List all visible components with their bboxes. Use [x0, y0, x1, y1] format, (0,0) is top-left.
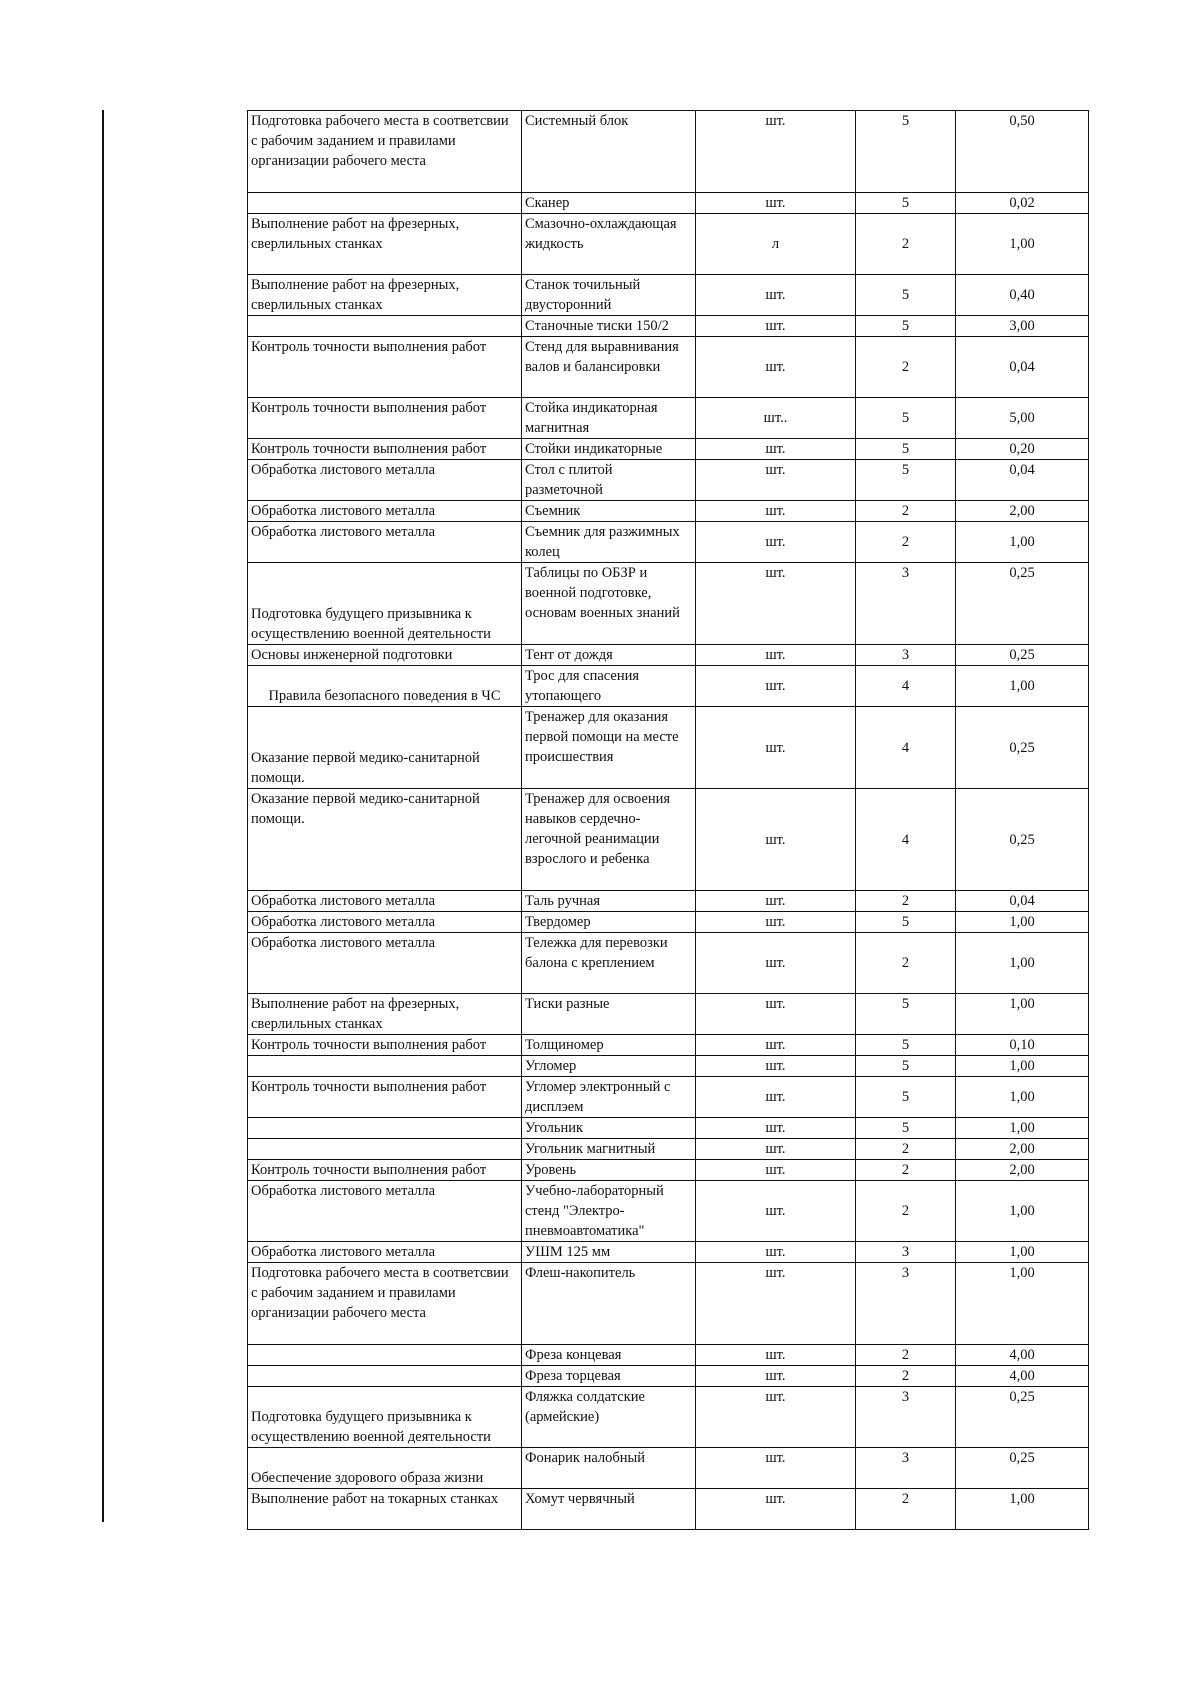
activity-cell: Выполнение работ на фрезерных, сверлильных станках — [248, 214, 522, 275]
norm-cell: 1,00 — [956, 214, 1089, 275]
quantity-cell: 5 — [856, 439, 956, 460]
quantity-cell: 5 — [856, 1118, 956, 1139]
activity-cell: Обработка листового металла — [248, 1242, 522, 1263]
activity-cell: Выполнение работ на токарных станках — [248, 1489, 522, 1530]
activity-cell: Правила безопасного поведения в ЧС — [248, 666, 522, 707]
norm-cell: 5,00 — [956, 398, 1089, 439]
norm-cell: 0,20 — [956, 439, 1089, 460]
unit-cell: шт. — [696, 994, 856, 1035]
table-row — [248, 891, 1089, 912]
unit-cell: шт. — [696, 1366, 856, 1387]
item-name-cell: Таблицы по ОБЗР и военной подготовке, основам военных знаний — [522, 563, 696, 645]
table-row — [248, 1263, 1089, 1345]
norm-cell: 3,00 — [956, 316, 1089, 337]
item-name-cell: Системный блок — [522, 111, 696, 193]
norm-cell: 0,25 — [956, 563, 1089, 645]
table-row — [248, 1387, 1089, 1448]
activity-cell: Контроль точности выполнения работ — [248, 398, 522, 439]
table-row — [248, 439, 1089, 460]
norm-cell: 4,00 — [956, 1366, 1089, 1387]
quantity-cell: 2 — [856, 1345, 956, 1366]
quantity-cell: 3 — [856, 1242, 956, 1263]
activity-cell: Контроль точности выполнения работ — [248, 1035, 522, 1056]
unit-cell: шт. — [696, 1242, 856, 1263]
item-name-cell: Таль ручная — [522, 891, 696, 912]
norm-cell: 1,00 — [956, 1181, 1089, 1242]
table-row — [248, 1118, 1089, 1139]
item-name-cell: Станок точильный двусторонний — [522, 275, 696, 316]
activity-cell: Обработка листового металла — [248, 933, 522, 994]
norm-cell: 1,00 — [956, 1077, 1089, 1118]
norm-cell: 1,00 — [956, 1489, 1089, 1530]
activity-cell: Обработка листового металла — [248, 501, 522, 522]
norm-cell: 0,04 — [956, 891, 1089, 912]
norm-cell: 1,00 — [956, 666, 1089, 707]
item-name-cell: Тележка для перевозки балона с креплением — [522, 933, 696, 994]
unit-cell: шт. — [696, 1345, 856, 1366]
quantity-cell: 3 — [856, 1263, 956, 1345]
table-row — [248, 645, 1089, 666]
item-name-cell: Фреза концевая — [522, 1345, 696, 1366]
quantity-cell: 5 — [856, 275, 956, 316]
unit-cell: шт. — [696, 707, 856, 789]
unit-cell: шт. — [696, 193, 856, 214]
unit-cell: шт. — [696, 111, 856, 193]
item-name-cell: Хомут червячный — [522, 1489, 696, 1530]
norm-cell: 0,25 — [956, 645, 1089, 666]
unit-cell: шт.. — [696, 398, 856, 439]
norm-cell: 1,00 — [956, 1263, 1089, 1345]
unit-cell: шт. — [696, 666, 856, 707]
quantity-cell: 5 — [856, 1035, 956, 1056]
norm-cell: 1,00 — [956, 522, 1089, 563]
quantity-cell: 2 — [856, 337, 956, 398]
activity-cell: Обеспечение здорового образа жизни — [248, 1448, 522, 1489]
quantity-cell: 2 — [856, 214, 956, 275]
quantity-cell: 4 — [856, 707, 956, 789]
table-row — [248, 275, 1089, 316]
item-name-cell: Угломер — [522, 1056, 696, 1077]
item-name-cell: Флеш-накопитель — [522, 1263, 696, 1345]
activity-cell: Контроль точности выполнения работ — [248, 337, 522, 398]
activity-cell: Основы инженерной подготовки — [248, 645, 522, 666]
activity-cell: Выполнение работ на фрезерных, сверлильных станках — [248, 275, 522, 316]
equipment-table — [247, 110, 1089, 1530]
quantity-cell: 3 — [856, 1387, 956, 1448]
item-name-cell: Толщиномер — [522, 1035, 696, 1056]
unit-cell: шт. — [696, 1489, 856, 1530]
item-name-cell: Тренажер для освоения навыков сердечно-легочной реанимации взрослого и ребенка — [522, 789, 696, 891]
unit-cell: шт. — [696, 1035, 856, 1056]
item-name-cell: Сканер — [522, 193, 696, 214]
norm-cell: 1,00 — [956, 912, 1089, 933]
quantity-cell: 2 — [856, 1366, 956, 1387]
table-row — [248, 316, 1089, 337]
norm-cell: 0,04 — [956, 337, 1089, 398]
activity-cell — [248, 1056, 522, 1077]
activity-cell — [248, 193, 522, 214]
item-name-cell: Тент от дождя — [522, 645, 696, 666]
table-row — [248, 1056, 1089, 1077]
item-name-cell: Стол с плитой разметочной — [522, 460, 696, 501]
unit-cell: шт. — [696, 275, 856, 316]
unit-cell: шт. — [696, 316, 856, 337]
table-continuation-line — [247, 1514, 248, 1526]
activity-cell: Подготовка будущего призывника к осуществлению военной деятельности — [248, 563, 522, 645]
unit-cell: шт. — [696, 1387, 856, 1448]
activity-cell — [248, 1139, 522, 1160]
unit-cell: шт. — [696, 1139, 856, 1160]
unit-cell: шт. — [696, 891, 856, 912]
activity-cell: Оказание первой медико-санитарной помощи. — [248, 789, 522, 891]
quantity-cell: 2 — [856, 891, 956, 912]
unit-cell: шт. — [696, 1077, 856, 1118]
quantity-cell: 2 — [856, 933, 956, 994]
quantity-cell: 2 — [856, 1181, 956, 1242]
table-row — [248, 398, 1089, 439]
item-name-cell: Съемник для разжимных колец — [522, 522, 696, 563]
item-name-cell: Учебно-лабораторный стенд "Электро-пневмоавтоматика" — [522, 1181, 696, 1242]
activity-cell: Обработка листового металла — [248, 912, 522, 933]
activity-cell: Подготовка рабочего места в соответсвии с рабочим заданием и правилами организации рабочего места — [248, 111, 522, 193]
item-name-cell: Тиски разные — [522, 994, 696, 1035]
norm-cell: 0,02 — [956, 193, 1089, 214]
table-row — [248, 666, 1089, 707]
item-name-cell: Стойка индикаторная магнитная — [522, 398, 696, 439]
norm-cell: 2,00 — [956, 501, 1089, 522]
activity-cell: Контроль точности выполнения работ — [248, 439, 522, 460]
item-name-cell: Угломер электронный с дисплэем — [522, 1077, 696, 1118]
quantity-cell: 2 — [856, 1489, 956, 1530]
item-name-cell: Фреза торцевая — [522, 1366, 696, 1387]
table-row — [248, 707, 1089, 789]
activity-cell — [248, 1366, 522, 1387]
norm-cell: 0,25 — [956, 789, 1089, 891]
equipment-table-body — [248, 111, 1089, 1530]
norm-cell: 0,10 — [956, 1035, 1089, 1056]
table-row — [248, 1181, 1089, 1242]
activity-cell: Обработка листового металла — [248, 1181, 522, 1242]
norm-cell: 2,00 — [956, 1139, 1089, 1160]
activity-cell: Оказание первой медико-санитарной помощи. — [248, 707, 522, 789]
unit-cell: л — [696, 214, 856, 275]
unit-cell: шт. — [696, 1160, 856, 1181]
norm-cell: 0,40 — [956, 275, 1089, 316]
activity-cell: Обработка листового металла — [248, 522, 522, 563]
item-name-cell: Станочные тиски 150/2 — [522, 316, 696, 337]
item-name-cell: Угольник магнитный — [522, 1139, 696, 1160]
quantity-cell: 5 — [856, 912, 956, 933]
norm-cell: 0,50 — [956, 111, 1089, 193]
item-name-cell: Фляжка солдатские (армейские) — [522, 1387, 696, 1448]
activity-cell — [248, 1345, 522, 1366]
item-name-cell: Тренажер для оказания первой помощи на месте происшествия — [522, 707, 696, 789]
unit-cell: шт. — [696, 439, 856, 460]
unit-cell: шт. — [696, 645, 856, 666]
unit-cell: шт. — [696, 337, 856, 398]
item-name-cell: Смазочно-охлаждающая жидкость — [522, 214, 696, 275]
table-row — [248, 1448, 1089, 1489]
quantity-cell: 5 — [856, 1056, 956, 1077]
quantity-cell: 2 — [856, 522, 956, 563]
unit-cell: шт. — [696, 1118, 856, 1139]
item-name-cell: Стойки индикаторные — [522, 439, 696, 460]
quantity-cell: 5 — [856, 111, 956, 193]
norm-cell: 2,00 — [956, 1160, 1089, 1181]
unit-cell: шт. — [696, 1056, 856, 1077]
table-row — [248, 1139, 1089, 1160]
quantity-cell: 5 — [856, 193, 956, 214]
table-row — [248, 994, 1089, 1035]
unit-cell: шт. — [696, 789, 856, 891]
table-row — [248, 1035, 1089, 1056]
unit-cell: шт. — [696, 1181, 856, 1242]
quantity-cell: 5 — [856, 994, 956, 1035]
activity-cell: Подготовка рабочего места в соответсвии с рабочим заданием и правилами организации рабочего места — [248, 1263, 522, 1345]
norm-cell: 0,25 — [956, 707, 1089, 789]
quantity-cell: 5 — [856, 460, 956, 501]
table-row — [248, 193, 1089, 214]
table-row — [248, 1489, 1089, 1530]
norm-cell: 0,25 — [956, 1387, 1089, 1448]
item-name-cell: Фонарик налобный — [522, 1448, 696, 1489]
quantity-cell: 2 — [856, 1139, 956, 1160]
item-name-cell: УШМ 125 мм — [522, 1242, 696, 1263]
quantity-cell: 5 — [856, 1077, 956, 1118]
table-row — [248, 563, 1089, 645]
item-name-cell: Стенд для выравнивания валов и балансировки — [522, 337, 696, 398]
norm-cell: 4,00 — [956, 1345, 1089, 1366]
activity-cell: Контроль точности выполнения работ — [248, 1160, 522, 1181]
quantity-cell: 3 — [856, 1448, 956, 1489]
quantity-cell: 3 — [856, 563, 956, 645]
unit-cell: шт. — [696, 563, 856, 645]
activity-cell: Обработка листового металла — [248, 460, 522, 501]
activity-cell — [248, 316, 522, 337]
quantity-cell: 4 — [856, 789, 956, 891]
norm-cell: 1,00 — [956, 1118, 1089, 1139]
quantity-cell: 5 — [856, 398, 956, 439]
norm-cell: 1,00 — [956, 1056, 1089, 1077]
unit-cell: шт. — [696, 912, 856, 933]
quantity-cell: 4 — [856, 666, 956, 707]
item-name-cell: Уровень — [522, 1160, 696, 1181]
item-name-cell: Угольник — [522, 1118, 696, 1139]
activity-cell: Контроль точности выполнения работ — [248, 1077, 522, 1118]
unit-cell: шт. — [696, 522, 856, 563]
item-name-cell: Твердомер — [522, 912, 696, 933]
norm-cell: 1,00 — [956, 1242, 1089, 1263]
unit-cell: шт. — [696, 1448, 856, 1489]
quantity-cell: 3 — [856, 645, 956, 666]
table-row — [248, 460, 1089, 501]
table-row — [248, 933, 1089, 994]
left-margin-rule — [102, 110, 104, 1522]
quantity-cell: 5 — [856, 316, 956, 337]
table-row — [248, 1242, 1089, 1263]
item-name-cell: Съемник — [522, 501, 696, 522]
table-row — [248, 789, 1089, 891]
norm-cell: 1,00 — [956, 994, 1089, 1035]
table-row — [248, 111, 1089, 193]
norm-cell: 0,04 — [956, 460, 1089, 501]
activity-cell — [248, 1118, 522, 1139]
table-row — [248, 337, 1089, 398]
unit-cell: шт. — [696, 460, 856, 501]
activity-cell: Выполнение работ на фрезерных, сверлильных станках — [248, 994, 522, 1035]
table-row — [248, 1366, 1089, 1387]
item-name-cell: Трос для спасения утопающего — [522, 666, 696, 707]
table-row — [248, 501, 1089, 522]
table-row — [248, 522, 1089, 563]
norm-cell: 0,25 — [956, 1448, 1089, 1489]
table-row — [248, 1077, 1089, 1118]
quantity-cell: 2 — [856, 501, 956, 522]
table-row — [248, 1345, 1089, 1366]
activity-cell: Обработка листового металла — [248, 891, 522, 912]
table-row — [248, 214, 1089, 275]
table-row — [248, 912, 1089, 933]
table-row — [248, 1160, 1089, 1181]
quantity-cell: 2 — [856, 1160, 956, 1181]
unit-cell: шт. — [696, 1263, 856, 1345]
unit-cell: шт. — [696, 501, 856, 522]
activity-cell: Подготовка будущего призывника к осуществлению военной деятельности — [248, 1387, 522, 1448]
norm-cell: 1,00 — [956, 933, 1089, 994]
unit-cell: шт. — [696, 933, 856, 994]
